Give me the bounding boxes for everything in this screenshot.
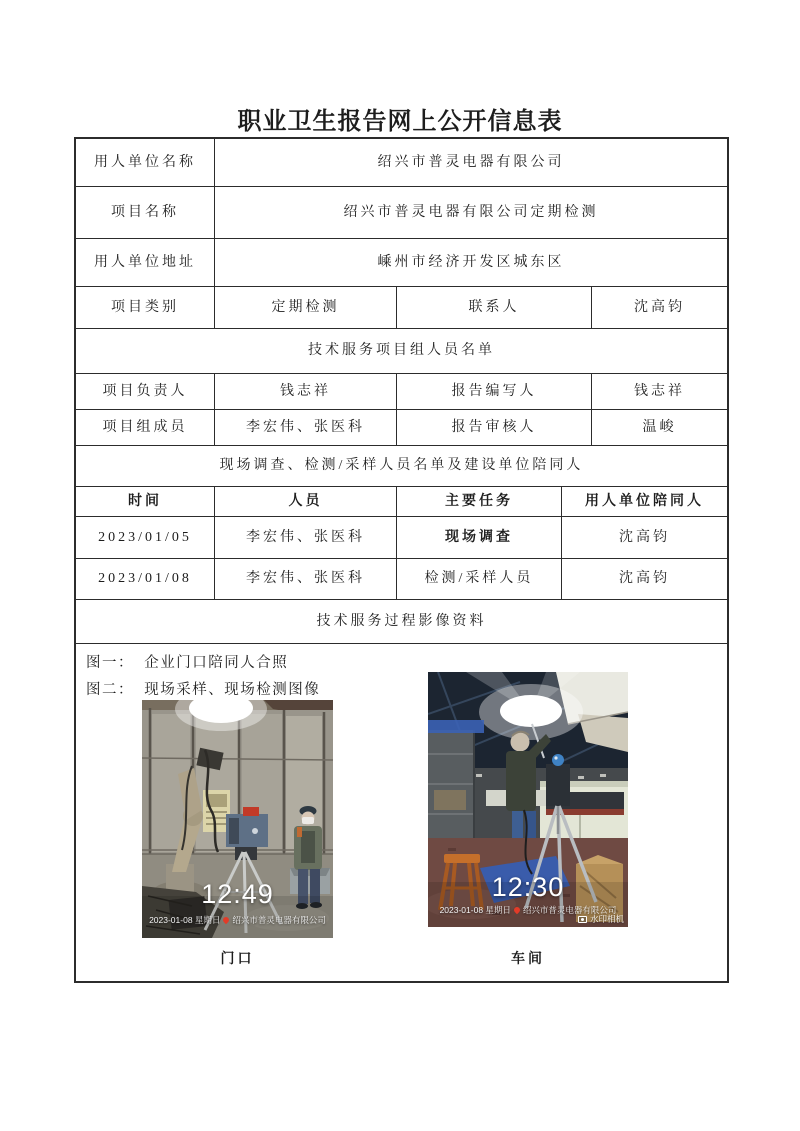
survey-time: 2023/01/05 (76, 517, 215, 558)
team-section-header: 技术服务项目组人员名单 (308, 343, 495, 359)
contact-value: 沈高钧 (634, 299, 685, 315)
figure-note-2: 图二： 现场采样、现场检测图像 (86, 682, 321, 698)
contact-label: 联系人 (397, 287, 592, 328)
employer-name-label: 用人单位名称 (76, 139, 215, 186)
survey-escort: 沈高钧 (619, 529, 670, 545)
table-row (76, 374, 727, 410)
project-leader-label: 项目负责人 (76, 374, 215, 409)
page-title: 职业卫生报告网上公开信息表 (237, 109, 563, 135)
section-header-row (76, 329, 727, 374)
figure-note-1: 图一： 企业门口陪同人合照 (86, 655, 289, 671)
photo-workshop (428, 672, 628, 927)
photo-company-text: 绍兴市普灵电器有限公司 (232, 915, 326, 925)
photo-date-text: 2023-01-08 星期日 (439, 905, 511, 915)
survey-data-row (76, 517, 727, 559)
photo-date-text: 2023-01-08 星期日 (149, 915, 221, 925)
col-header-staff: 人员 (215, 487, 397, 516)
photo-dateline (142, 914, 333, 926)
photo-timestamp: 12:30 (491, 872, 565, 902)
table-row (76, 139, 727, 187)
survey-task: 检测/采样人员 (397, 559, 562, 599)
photo-caption-entrance: 门口 (220, 952, 255, 967)
watermark-badge (578, 913, 624, 925)
section-header-row (76, 446, 727, 487)
col-header-escort: 用人单位陪同人 (585, 493, 704, 509)
team-members-label: 项目组成员 (76, 410, 215, 445)
survey-escort: 沈高钧 (619, 571, 670, 587)
location-pin-icon (513, 906, 521, 914)
photo-caption-workshop: 车间 (511, 952, 545, 967)
photo-entrance (142, 700, 333, 938)
team-members-value: 李宏伟、张医科 (215, 410, 397, 445)
project-type-value: 定期检测 (215, 287, 397, 328)
col-header-time: 时间 (76, 487, 215, 516)
project-type-label: 项目类别 (76, 287, 215, 328)
table-row (76, 187, 727, 239)
section-header-row (76, 600, 727, 644)
survey-section-header: 现场调查、检测/采样人员名单及建设单位陪同人 (219, 458, 584, 474)
employer-name-value: 绍兴市普灵电器有限公司 (377, 154, 565, 170)
survey-task: 现场调查 (397, 517, 562, 558)
report-writer-label: 报告编写人 (397, 374, 592, 409)
survey-staff: 李宏伟、张医科 (215, 517, 397, 558)
watermark-text: 水印相机 (589, 914, 624, 924)
survey-data-row (76, 559, 727, 600)
media-cell (76, 644, 727, 981)
location-pin-icon (222, 916, 230, 924)
table-row (76, 287, 727, 329)
photo-timestamp: 12:49 (201, 879, 274, 909)
media-row (76, 644, 727, 981)
survey-time: 2023/01/08 (76, 559, 215, 599)
table-row (76, 410, 727, 446)
info-table (74, 137, 729, 983)
employer-address-label: 用人单位地址 (76, 239, 215, 286)
photo-company-text: 绍兴市普灵电器有限公司 (522, 905, 617, 915)
media-section-header: 技术服务过程影像资料 (316, 613, 487, 629)
table-row (76, 239, 727, 287)
project-leader-value: 钱志祥 (215, 374, 397, 409)
survey-columns-row (76, 487, 727, 517)
survey-staff: 李宏伟、张医科 (215, 559, 397, 599)
project-name-value: 绍兴市普灵电器有限公司定期检测 (343, 204, 599, 220)
report-reviewer-label: 报告审核人 (397, 410, 592, 445)
col-header-task: 主要任务 (397, 487, 562, 516)
camera-icon (578, 916, 587, 923)
employer-address-value: 嵊州市经济开发区城东区 (377, 254, 565, 270)
project-name-label: 项目名称 (76, 187, 215, 238)
report-reviewer-value: 温峻 (642, 419, 677, 435)
report-writer-value: 钱志祥 (634, 383, 685, 399)
